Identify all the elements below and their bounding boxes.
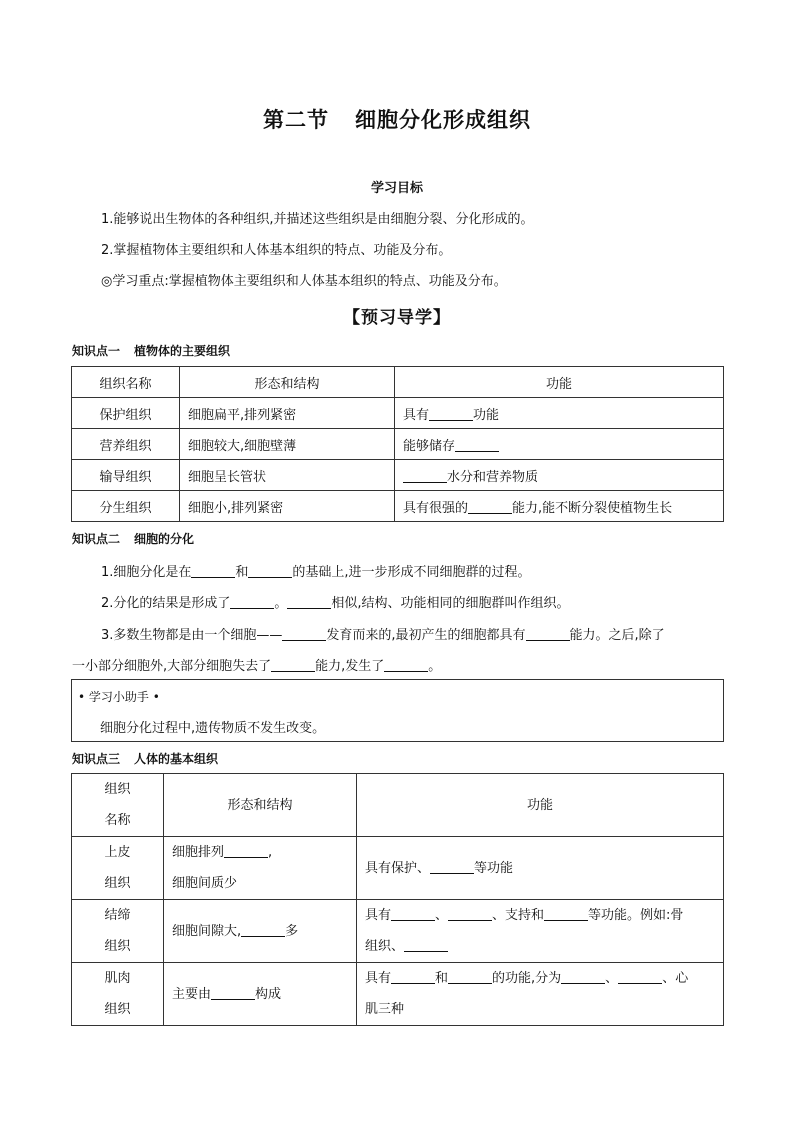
- tissue-name: 保护组织: [72, 398, 180, 429]
- answer-blank[interactable]: [430, 860, 474, 874]
- tissue-structure: 细胞扁平,排列紧密: [180, 398, 395, 429]
- tissue-structure: 细胞小,排列紧密: [180, 491, 395, 522]
- table-row: [72, 837, 724, 900]
- header-cell: 形态和结构: [180, 367, 395, 398]
- answer-blank[interactable]: [468, 500, 512, 514]
- tissue-name: 输导组织: [72, 460, 180, 491]
- header-cell: 功能: [357, 774, 724, 837]
- table-row: [72, 900, 724, 963]
- answer-blank[interactable]: [230, 595, 274, 609]
- table-row: [72, 491, 724, 522]
- answer-blank[interactable]: [391, 907, 435, 921]
- objective-1: 1.能够说出生物体的各种组织,并描述这些组织是由细胞分裂、分化形成的。: [101, 212, 534, 227]
- kp2-sentence-2: 2.分化的结果是形成了 。 相似,结构、功能相同的细胞群叫作组织。: [101, 596, 570, 611]
- tissue-function: 具有保护、 等功能: [357, 837, 724, 900]
- tissue-function: 水分和营养物质: [395, 460, 724, 491]
- answer-blank[interactable]: [241, 923, 285, 937]
- answer-blank[interactable]: [448, 907, 492, 921]
- tissue-name: 分生组织: [72, 491, 180, 522]
- table-row: [72, 963, 724, 1026]
- kp2-sentence-1: 1.细胞分化是在 和 的基础上,进一步形成不同细胞群的过程。: [101, 565, 531, 580]
- table-row: [72, 460, 724, 491]
- kp3-heading: 知识点三 人体的基本组织: [72, 752, 219, 766]
- table-row: [72, 429, 724, 460]
- tissue-structure: 细胞间隙大, 多: [164, 900, 357, 963]
- answer-blank[interactable]: [287, 595, 331, 609]
- learning-focus: ◎学习重点:掌握植物体主要组织和人体基本组织的特点、功能及分布。: [101, 274, 507, 289]
- answer-blank[interactable]: [448, 970, 492, 984]
- plant-tissue-table: [71, 366, 724, 522]
- page-title: 第二节 细胞分化形成组织: [263, 108, 531, 132]
- tissue-name: 营养组织: [72, 429, 180, 460]
- tissue-structure: 细胞较大,细胞壁薄: [180, 429, 395, 460]
- table-row: [72, 398, 724, 429]
- answer-blank[interactable]: [224, 844, 268, 858]
- objective-2: 2.掌握植物体主要组织和人体基本组织的特点、功能及分布。: [101, 243, 452, 258]
- answer-blank[interactable]: [561, 970, 605, 984]
- tissue-function: 具有 功能: [395, 398, 724, 429]
- tissue-structure: 主要由 构成: [164, 963, 357, 1026]
- answer-blank[interactable]: [618, 970, 662, 984]
- human-tissue-table: [71, 773, 724, 1026]
- answer-blank[interactable]: [404, 938, 448, 952]
- tissue-function: 具有 和 的功能,分为 、 、心 肌三种: [357, 963, 724, 1026]
- objectives-heading: 学习目标: [370, 181, 423, 196]
- answer-blank[interactable]: [455, 438, 499, 452]
- answer-blank[interactable]: [282, 627, 326, 641]
- answer-blank[interactable]: [384, 658, 428, 672]
- answer-blank[interactable]: [248, 564, 292, 578]
- header-cell: 形态和结构: [164, 774, 357, 837]
- answer-blank[interactable]: [526, 627, 570, 641]
- kp2-heading: 知识点二 细胞的分化: [72, 532, 195, 546]
- kp1-heading: 知识点一 植物体的主要组织: [72, 344, 231, 358]
- answer-blank[interactable]: [271, 658, 315, 672]
- answer-blank[interactable]: [544, 907, 588, 921]
- section-banner: 【预习导学】: [343, 308, 451, 328]
- tissue-name: 结缔 组织: [72, 900, 164, 963]
- answer-blank[interactable]: [429, 407, 473, 421]
- kp2-sentence-4: 一小部分细胞外,大部分细胞失去了 能力,发生了 。: [72, 659, 442, 674]
- tissue-function: 能够储存: [395, 429, 724, 460]
- tissue-structure: 细胞排列 , 细胞间质少: [164, 837, 357, 900]
- header-cell: 组织 名称: [72, 774, 164, 837]
- kp2-sentence-3: 3.多数生物都是由一个细胞—— 发育而来的,最初产生的细胞都具有 能力。之后,除了: [101, 628, 665, 643]
- answer-blank[interactable]: [211, 986, 255, 1000]
- header-cell: 功能: [395, 367, 724, 398]
- tissue-name: 肌肉 组织: [72, 963, 164, 1026]
- tissue-structure: 细胞呈长管状: [180, 460, 395, 491]
- table-header-row: [72, 774, 724, 837]
- learning-helper-box: [71, 679, 724, 742]
- header-cell: 组织名称: [72, 367, 180, 398]
- helper-text: 细胞分化过程中,遗传物质不发生改变。: [100, 721, 326, 736]
- answer-blank[interactable]: [191, 564, 235, 578]
- helper-title: • 学习小助手 •: [78, 690, 160, 704]
- tissue-function: 具有很强的 能力,能不断分裂使植物生长: [395, 491, 724, 522]
- answer-blank[interactable]: [391, 970, 435, 984]
- answer-blank[interactable]: [403, 469, 447, 483]
- tissue-name: 上皮 组织: [72, 837, 164, 900]
- table-header-row: [72, 367, 724, 398]
- tissue-function: 具有 、 、支持和 等功能。例如:骨 组织、: [357, 900, 724, 963]
